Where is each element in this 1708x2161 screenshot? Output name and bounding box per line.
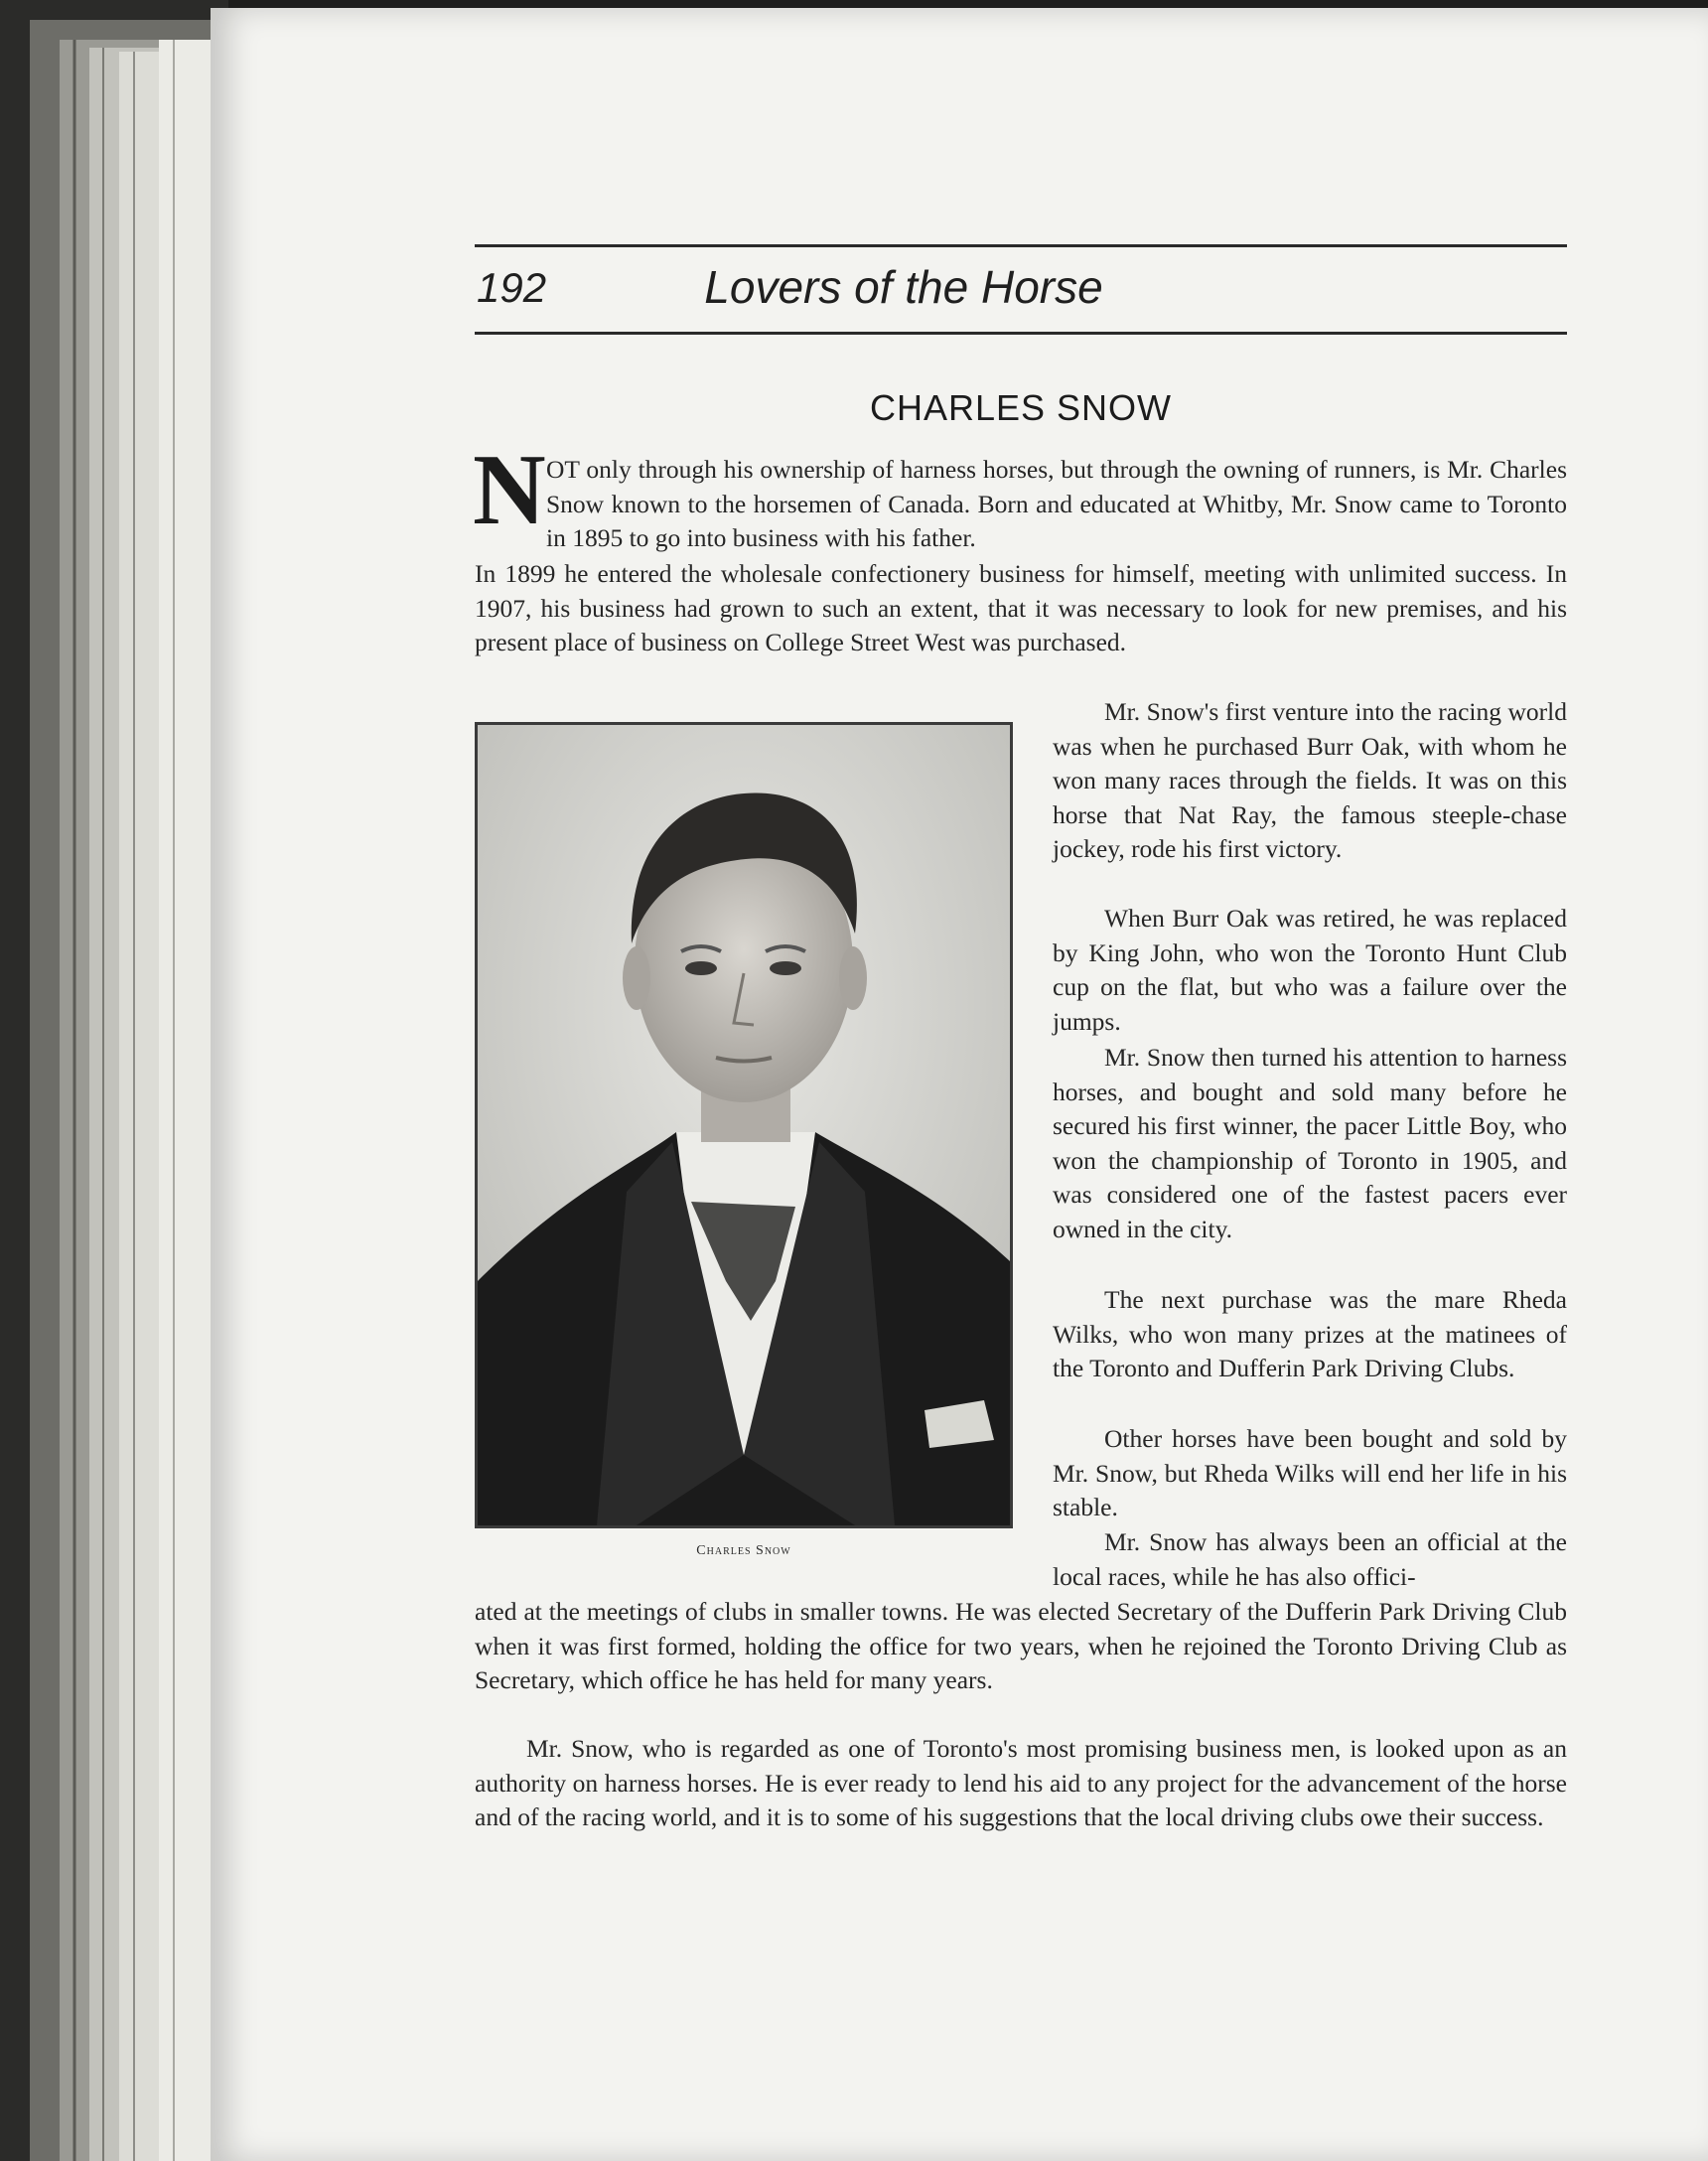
paragraph-closing: Mr. Snow, who is regarded as one of Toronto's most promising business men, is looked upon as an authority on harness horses. He is ever ready to lend his aid to any project for the advancement of the horse and of the racing world, and it is to some of his suggestions that the local driving clubs owe their success. [475, 1734, 1567, 1832]
book-page-edges [0, 0, 228, 2161]
paragraph-official-start: Mr. Snow has always been an official at the local races, while he has also offici- [1053, 1527, 1567, 1591]
paragraph-burr-oak: Mr. Snow's first venture into the racing world was when he purchased Burr Oak, with whom he won many races through the fields. It was on this horse that Nat Ray, the famous steeple-chase jockey, rode his first victory. [1053, 697, 1567, 864]
paragraph-other-horses: Other horses have been bought and sold by Mr. Snow, but Rheda Wilks will end her life in his stable. [1053, 1424, 1567, 1522]
paragraph-rheda-wilks: The next purchase was the mare Rheda Wilks, who won many prizes at the matinees of the Toronto and Dufferin Park Driving Clubs. [1053, 1285, 1567, 1383]
portrait-image [478, 725, 1010, 1525]
intro-rest: of runners, is Mr. Charles Snow known to the horsemen of Canada. Born and educated at Whitby, Mr. Snow came to Toronto in 1895 to go into business with his father. [546, 455, 1567, 553]
photo-caption: Charles Snow [696, 1543, 791, 1558]
paragraph-little-boy: Mr. Snow then turned his attention to harness horses, and bought and sold many before he secured his first winner, the pacer Little Boy, who won the championship of Toronto in 1905, and was considered one of the fastest pacers ever owned in the city. [1053, 1043, 1567, 1243]
running-title: Lovers of the Horse [704, 261, 1103, 313]
intro-first-line: OT only through his ownership of harness horses, but through the owning [546, 455, 1300, 484]
page-number: 192 [477, 264, 547, 311]
portrait-photo [475, 722, 1013, 1528]
article-title: CHARLES SNOW [869, 387, 1173, 428]
drop-cap: N [473, 434, 546, 546]
paragraph-official-rest: ated at the meetings of clubs in smaller towns. He was elected Secretary of the Dufferin Park Driving Club when it was first formed, holding the office for two years, when he rejoined the Toronto Driving Club as Secretary, which office he has held for many years. [475, 1597, 1567, 1695]
header-rule-bottom [475, 332, 1567, 335]
intro-paragraph-tail: In 1899 he entered the wholesale confectionery business for himself, meeting with unlimited success. In 1907, his business had grown to such an extent, that it was necessary to look for new premises, and his present place of business on College Street West was purchased. [475, 559, 1567, 657]
paragraph-king-john: When Burr Oak was retired, he was replaced by King John, who won the Toronto Hunt Club cup on the flat, but who was a failure over the jumps. [1053, 904, 1567, 1036]
intro-paragraph-start [546, 453, 1567, 557]
header-rule-top [475, 244, 1567, 247]
